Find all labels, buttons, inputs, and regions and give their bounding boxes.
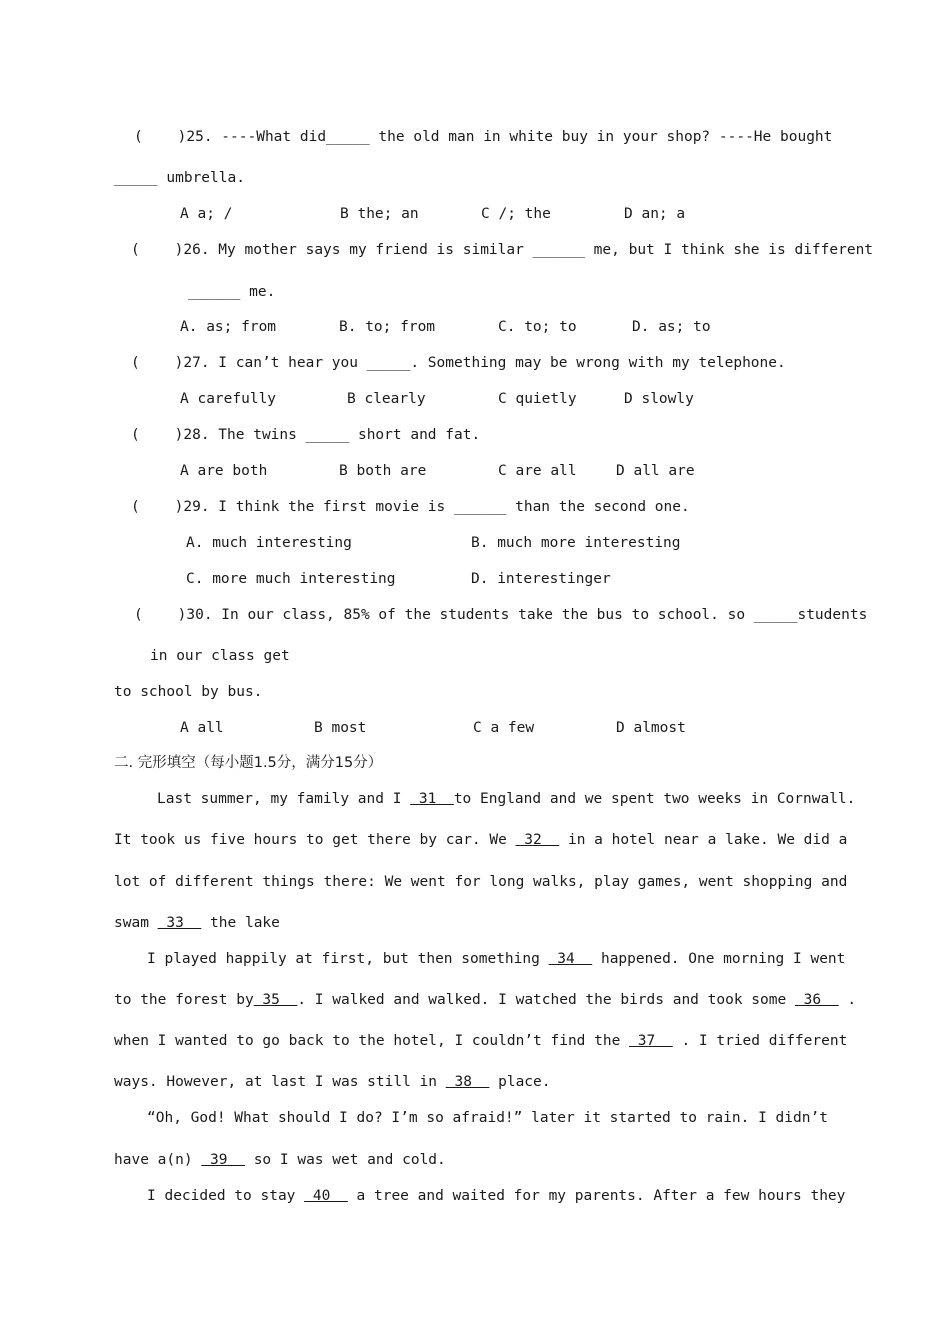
question-25-line2: _____ umbrella.: [114, 170, 245, 186]
blank-38[interactable]: 38: [445, 1074, 490, 1090]
q29-option-a: A. much interesting: [186, 535, 352, 551]
q28-option-b: B both are: [339, 463, 427, 479]
q25-option-b: B the; an: [340, 206, 419, 222]
q29-option-b: B. much more interesting: [471, 535, 681, 551]
blank-39[interactable]: 39: [201, 1152, 245, 1168]
passage-line-6: to the forest by 35 . I walked and walked. I watched the birds and took some 36 .: [114, 992, 857, 1008]
q26-option-d: D. as; to: [632, 319, 711, 335]
blank-32[interactable]: 32: [515, 832, 560, 848]
q28-option-d: D all are: [616, 463, 695, 479]
q30-option-a: A all: [180, 720, 224, 736]
passage-line-10: have a(n) 39 so I was wet and cold.: [114, 1152, 446, 1168]
question-27-line1: ( )27. I can’t hear you _____. Something may be wrong with my telephone.: [131, 355, 786, 371]
question-26-line2: ______ me.: [188, 284, 276, 300]
question-26-line1: ( )26. My mother says my friend is similar ______ me, but I think she is different: [131, 242, 874, 258]
blank-37[interactable]: 37: [629, 1033, 673, 1049]
blank-31[interactable]: 31: [410, 791, 454, 807]
q26-option-c: C. to; to: [498, 319, 577, 335]
q29-option-d: D. interestinger: [471, 571, 611, 587]
passage-line-8: ways. However, at last I was still in 38 place.: [114, 1074, 551, 1090]
passage-line-3: lot of different things there: We went for long walks, play games, went shopping and: [114, 874, 848, 890]
q25-option-c: C /; the: [481, 206, 551, 222]
q28-option-c: C are all: [498, 463, 577, 479]
passage-line-4: swam 33 the lake: [114, 915, 280, 931]
blank-33[interactable]: 33: [157, 915, 202, 931]
blank-40[interactable]: 40: [304, 1188, 348, 1204]
section-heading-cloze: 二. 完形填空（每小题1.5分，满分15分）: [114, 755, 383, 771]
passage-line-11: I decided to stay 40 a tree and waited for my parents. After a few hours they: [147, 1188, 846, 1204]
passage-line-2: It took us five hours to get there by car. We 32 in a hotel near a lake. We did a: [114, 832, 848, 848]
q26-option-b: B. to; from: [339, 319, 436, 335]
q30-option-b: B most: [314, 720, 367, 736]
q27-option-c: C quietly: [498, 391, 577, 407]
q30-option-d: D almost: [616, 720, 686, 736]
question-30-line3: to school by bus.: [114, 684, 263, 700]
question-29-line1: ( )29. I think the first movie is ______ than the second one.: [131, 499, 690, 515]
q27-option-a: A carefully: [180, 391, 277, 407]
q27-option-b: B clearly: [347, 391, 426, 407]
q25-option-a: A a; /: [180, 206, 233, 222]
passage-line-7: when I wanted to go back to the hotel, I couldn’t find the 37 . I tried different: [114, 1033, 848, 1049]
question-25-line1: ( )25. ----What did_____ the old man in white buy in your shop? ----He bought: [134, 129, 833, 145]
blank-36[interactable]: 36: [794, 992, 839, 1008]
passage-line-1: Last summer, my family and I 31 to England and we spent two weeks in Cornwall.: [157, 791, 856, 807]
question-30-line1: ( )30. In our class, 85% of the students take the bus to school. so _____students: [134, 607, 868, 623]
q27-option-d: D slowly: [624, 391, 694, 407]
passage-line-9: “Oh, God! What should I do? I’m so afraid!” later it started to rain. I didn’t: [147, 1110, 828, 1126]
q30-option-c: C a few: [473, 720, 535, 736]
blank-34[interactable]: 34: [548, 951, 593, 967]
question-28-line1: ( )28. The twins _____ short and fat.: [131, 427, 481, 443]
q28-option-a: A are both: [180, 463, 268, 479]
passage-line-5: I played happily at first, but then something 34 happened. One morning I went: [147, 951, 846, 967]
q25-option-d: D an; a: [624, 206, 686, 222]
question-30-line2: in our class get: [150, 648, 290, 664]
q29-option-c: C. more much interesting: [186, 571, 396, 587]
blank-35[interactable]: 35: [253, 992, 298, 1008]
q26-option-a: A. as; from: [180, 319, 277, 335]
